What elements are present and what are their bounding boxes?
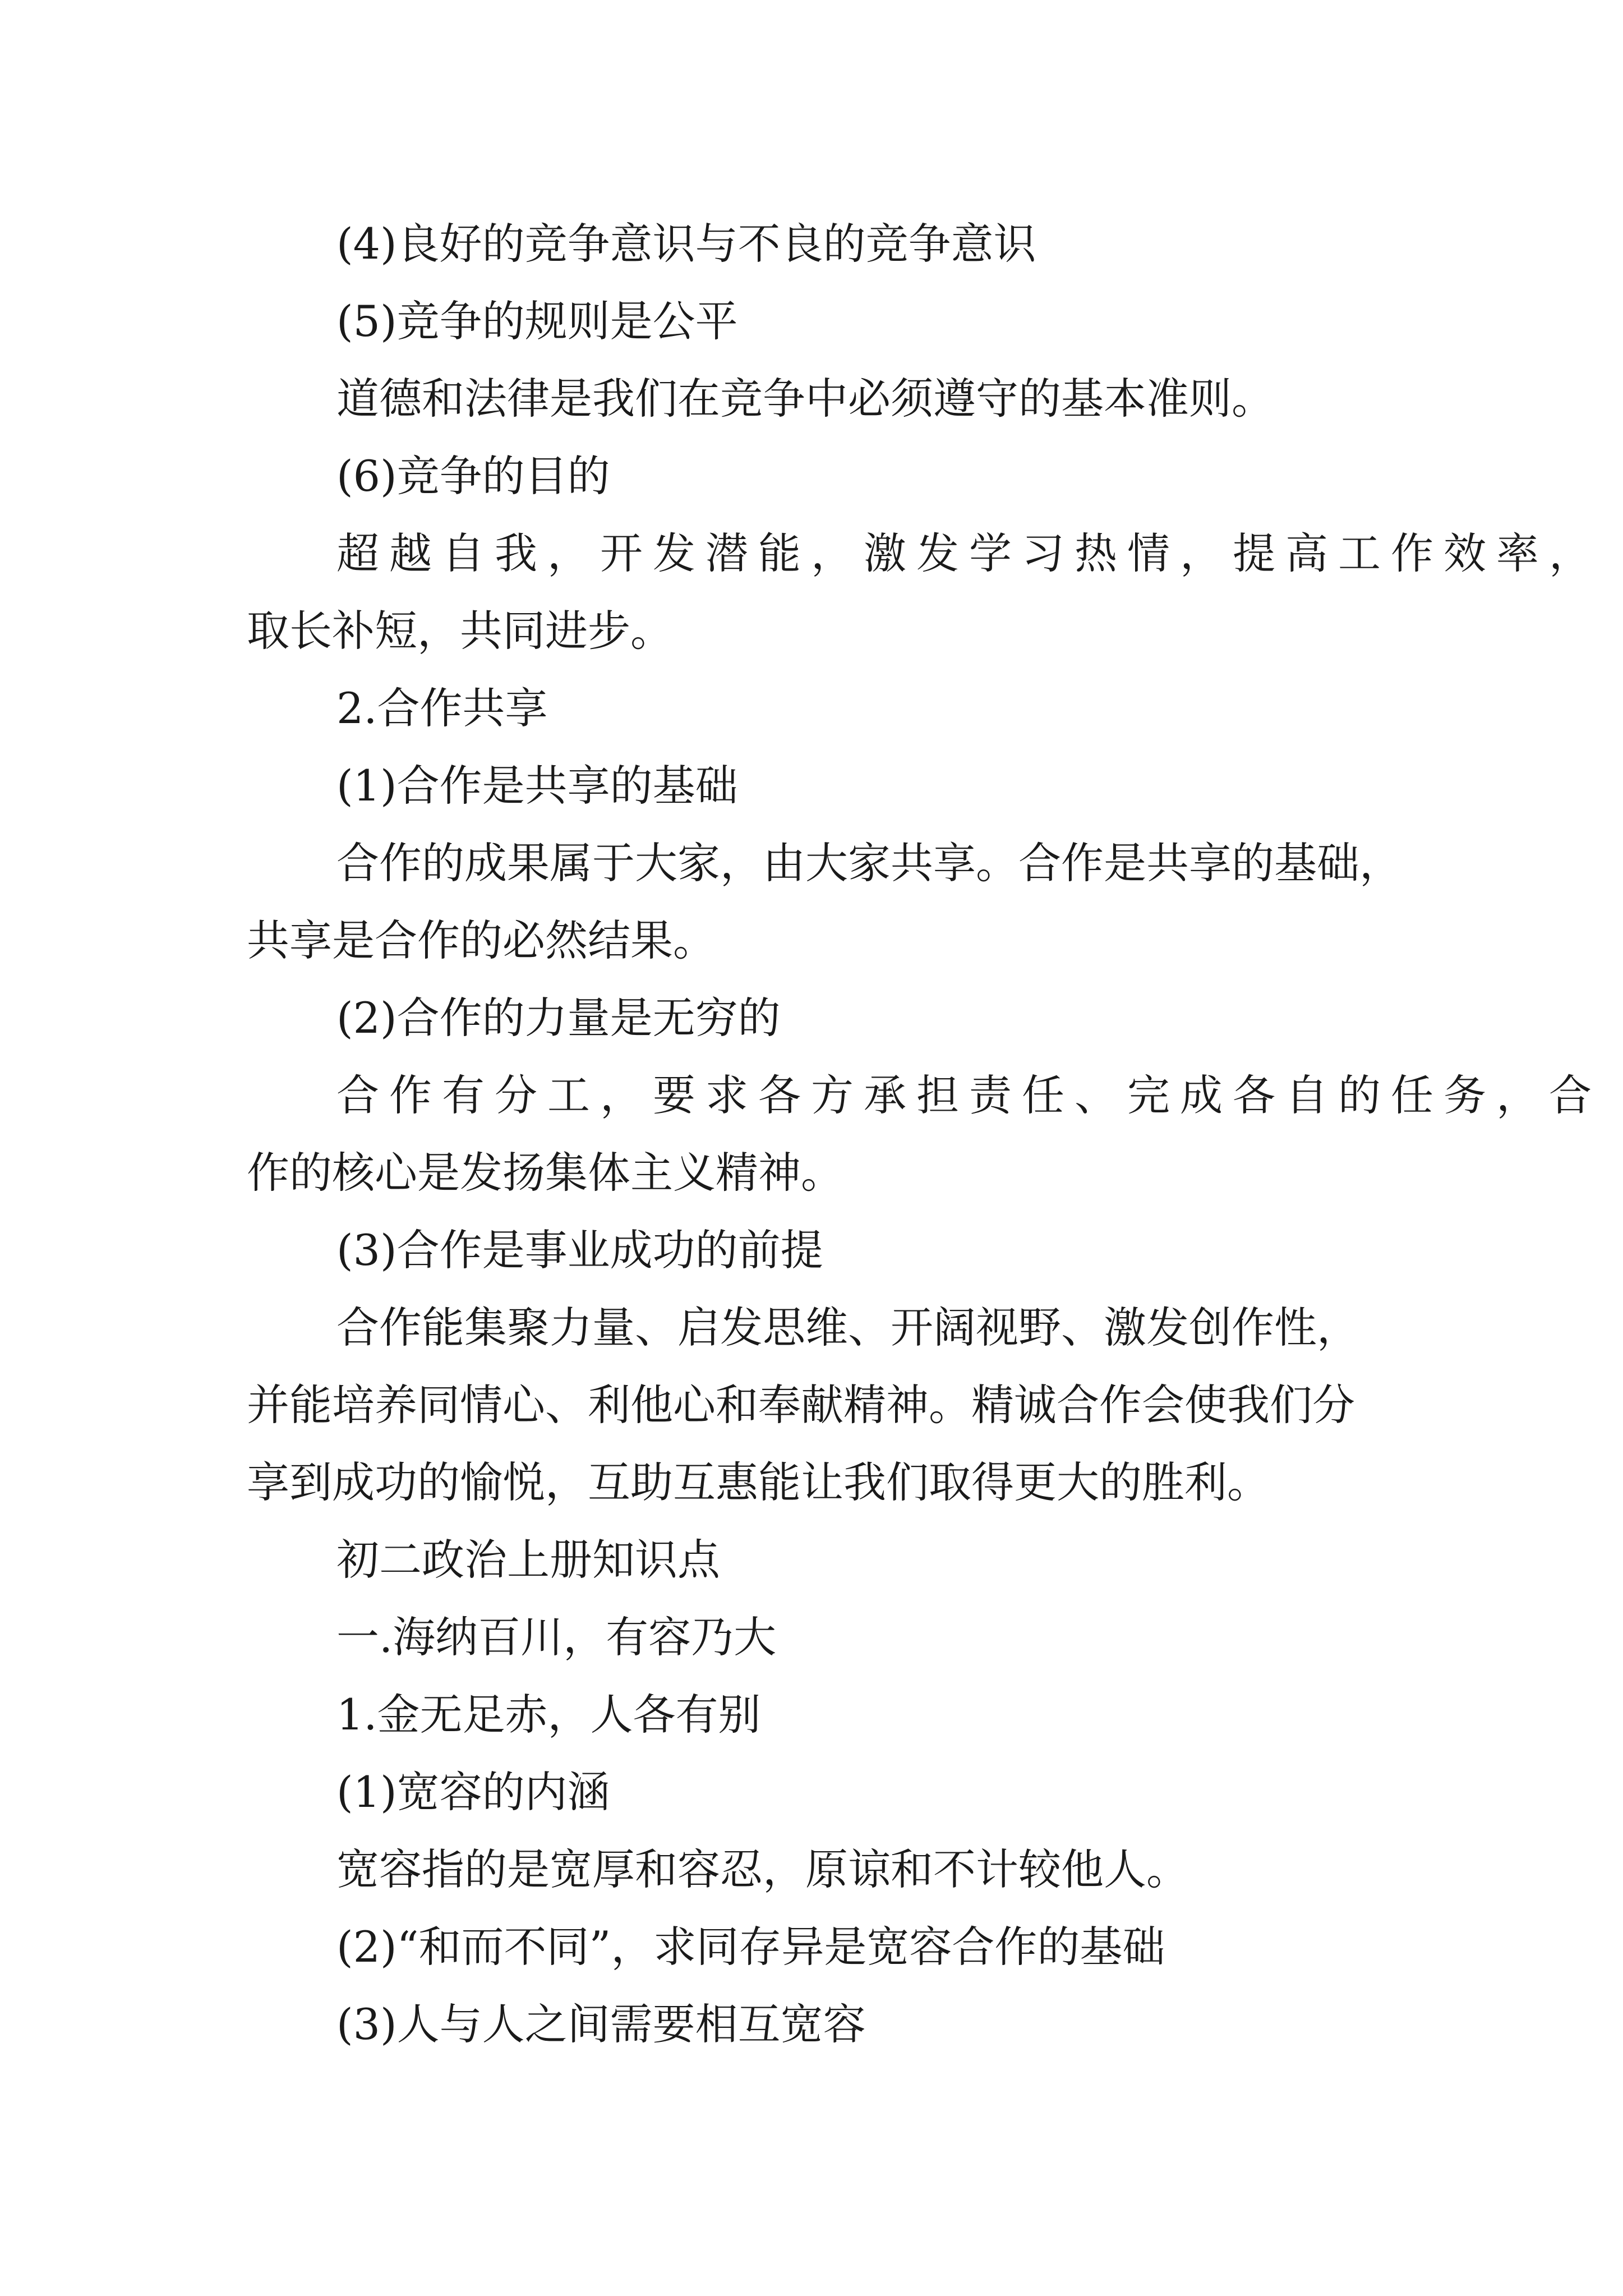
text-line: (5)竞争的规则是公平	[336, 296, 738, 346]
text-line: 超越自我，开发潜能，激发学习热情，提高工作效率，	[336, 528, 1602, 578]
text-line: 取长补短，共同进步。	[247, 606, 673, 656]
text-line: (1)宽容的内涵	[336, 1767, 610, 1817]
section-heading: 1.金无足赤，人各有别	[336, 1690, 761, 1740]
text-line: 作的核心是发扬集体主义精神。	[247, 1148, 843, 1198]
text-line: 享到成功的愉悦，互助互惠能让我们取得更大的胜利。	[247, 1457, 1270, 1507]
text-line: (6)竞争的目的	[336, 451, 610, 501]
text-line: 宽容指的是宽厚和容忍，原谅和不计较他人。	[336, 1844, 1189, 1894]
text-line: (1)合作是共享的基础	[336, 761, 738, 811]
text-line: 合作有分工，要求各方承担责任、完成各自的任务，合	[336, 1070, 1602, 1120]
text-line: (2)“和而不同”，求同存异是宽容合作的基础	[336, 1922, 1165, 1972]
text-line: 合作的成果属于大家，由大家共享。合作是共享的基础，	[336, 838, 1402, 888]
text-line: (3)合作是事业成功的前提	[336, 1225, 823, 1275]
text-line: 合作能集聚力量、启发思维、开阔视野、激发创作性，	[336, 1303, 1359, 1352]
text-line: (2)合作的力量是无穷的	[336, 993, 781, 1043]
text-line: 道德和法律是我们在竞争中必须遵守的基本准则。	[336, 374, 1274, 424]
section-heading: 2.合作共享	[336, 683, 548, 733]
section-heading: 一.海纳百川，有容乃大	[336, 1612, 777, 1662]
text-line: (4)良好的竞争意识与不良的竞争意识	[336, 219, 1036, 269]
text-line: (3)人与人之间需要相互宽容	[336, 1999, 866, 2049]
section-heading: 初二政治上册知识点	[336, 1535, 720, 1585]
text-line: 共享是合作的必然结果。	[247, 915, 716, 965]
text-line: 并能培养同情心、利他心和奉献精神。精诚合作会使我们分	[247, 1380, 1355, 1430]
